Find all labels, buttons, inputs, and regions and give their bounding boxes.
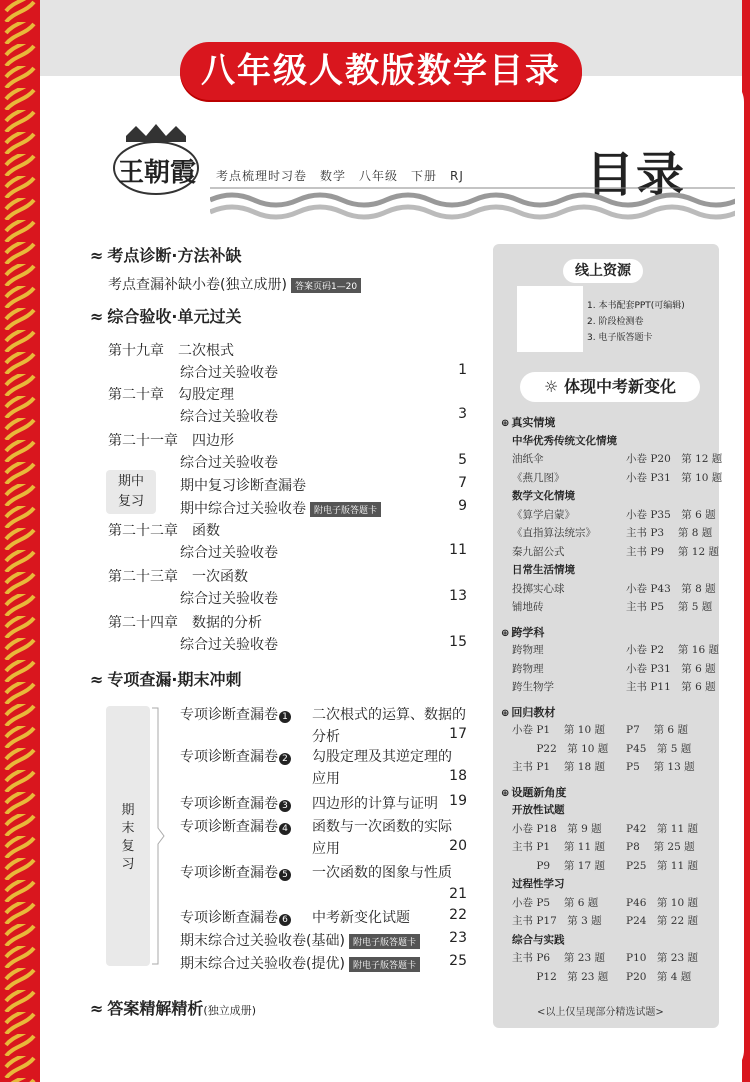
wave-icon: ≈ [90, 246, 104, 265]
answer-card-tag: 附电子版答题卡 [349, 934, 420, 949]
page-number: 21 [449, 886, 467, 902]
final-label-box: 期 末 复 习 [106, 706, 150, 966]
chapter-title: 第二十一章 四边形 [108, 433, 234, 449]
reference-location: P25 第 11 题 [626, 859, 698, 872]
topic-description: 二次根式的运算、数据的 [312, 707, 466, 723]
reference-source: P22 第 10 题 [512, 742, 609, 755]
gold-wave-pattern [0, 0, 40, 1082]
reference-location: P10 第 23 题 [626, 952, 698, 964]
page-number: 23 [449, 930, 467, 946]
reference-source: 《算学启蒙》 [512, 508, 575, 521]
subcategory-heading: 日常生活情境 [512, 564, 575, 576]
reference-location: 主书 P9 第 12 题 [626, 545, 719, 558]
subcategory-heading: 过程性学习 [512, 878, 565, 890]
header-meta: 考点梳理时习卷 数学 八年级 下册 RJ [216, 169, 464, 183]
reference-location: 主书 P11 第 6 题 [626, 681, 716, 693]
online-resources-title: 线上资源 [563, 259, 643, 283]
reference-source: 小卷 P1 第 10 题 [512, 724, 605, 736]
chapter-title: 第二十章 勾股定理 [108, 387, 234, 403]
section-heading-diagnosis: ≈ 考点诊断·方法补缺 [90, 246, 242, 265]
page-number: 1 [458, 362, 467, 378]
page-number: 17 [449, 726, 467, 742]
reference-location: P7 第 6 题 [626, 724, 688, 736]
chapter-title: 第二十四章 数据的分析 [108, 615, 262, 631]
number-badge: 2 [279, 753, 291, 765]
reference-source: 小卷 P18 第 9 题 [512, 822, 602, 835]
wave-icon: ≈ [90, 670, 104, 689]
page-number: 20 [449, 838, 467, 854]
reference-source: 跨物理 [512, 662, 544, 675]
reference-location: 小卷 P43 第 8 题 [626, 582, 716, 595]
exam-changes-banner: ☼ 体现中考新变化 [520, 372, 700, 402]
reference-source: 主书 P1 第 18 题 [512, 761, 605, 773]
toc-entry-special-diagnosis[interactable]: 专项诊断查漏卷 3 [180, 793, 292, 813]
section-heading-answers: ≈ 答案精解精析(独立成册) [90, 999, 257, 1018]
reference-source: 铺地砖 [512, 601, 544, 613]
page-number: 15 [449, 634, 467, 650]
toc-entry-special-diagnosis[interactable]: 专项诊断查漏卷 4 [180, 816, 292, 836]
page-number: 19 [449, 793, 467, 809]
toc-entry-special-diagnosis[interactable]: 专项诊断查漏卷 6 [180, 907, 292, 927]
reference-location: 小卷 P31 第 6 题 [626, 662, 716, 675]
reference-source: 主书 P6 第 23 题 [512, 952, 605, 964]
topic-description: 勾股定理及其逆定理的 [312, 749, 452, 765]
reference-source: 投掷实心球 [512, 582, 565, 595]
reference-location: P46 第 10 题 [626, 896, 698, 909]
chapter-title: 第二十三章 一次函数 [108, 569, 248, 585]
topic-description: 一次函数的图象与性质 [312, 865, 452, 881]
reference-location: 小卷 P31 第 10 题 [626, 471, 723, 484]
reference-source: P12 第 23 题 [512, 970, 609, 983]
toc-entry-unit-test[interactable]: 综合过关验收卷 [180, 365, 278, 381]
topic-description-cont: 分析 [312, 729, 340, 745]
topic-description-cont: 应用 [312, 771, 340, 787]
answer-pages-tag: 答案页码1—20 [291, 278, 361, 293]
reference-source: 小卷 P5 第 6 题 [512, 896, 599, 909]
category-heading: ⊕ 设题新角度 [501, 784, 566, 800]
number-badge: 1 [279, 711, 291, 723]
toc-entry-unit-test[interactable]: 综合过关验收卷 [180, 455, 278, 471]
reference-location: P45 第 5 题 [626, 742, 692, 755]
topic-description: 四边形的计算与证明 [312, 796, 438, 812]
brand-name: 王朝霞 [118, 158, 197, 188]
answer-card-tag: 附电子版答题卡 [349, 957, 420, 972]
topic-description: 中考新变化试题 [312, 910, 410, 926]
lightbulb-icon: ☼ [544, 377, 564, 396]
reference-location: 主书 P3 第 8 题 [626, 527, 713, 539]
reference-location: 小卷 P35 第 6 题 [626, 508, 716, 521]
reference-location: P5 第 13 题 [626, 761, 695, 773]
reference-source: 《燕几图》 [512, 471, 565, 484]
sidebar-footer-note: <以上仅呈现部分精选试题> [537, 1007, 664, 1018]
page-title: 目录 [586, 147, 687, 203]
reference-source: 跨物理 [512, 644, 544, 656]
toc-entry-unit-test[interactable]: 综合过关验收卷 [180, 545, 278, 561]
topic-description-cont: 应用 [312, 841, 340, 857]
midterm-label-box: 期中 复习 [106, 470, 156, 514]
toc-entry-unit-test[interactable]: 综合过关验收卷 [180, 591, 278, 607]
category-heading: ⊕ 跨学科 [501, 624, 544, 640]
page-number: 13 [449, 588, 467, 604]
toc-entry-special-diagnosis[interactable]: 专项诊断查漏卷 1 [180, 704, 292, 724]
page-number: 3 [458, 406, 467, 422]
answer-card-tag: 附电子版答题卡 [310, 502, 381, 517]
toc-entry-midterm-comprehensive[interactable]: 期中综合过关验收卷 附电子版答题卡 [180, 498, 381, 518]
reference-source: 主书 P1 第 11 题 [512, 841, 605, 853]
number-badge: 5 [279, 869, 291, 881]
page-number: 11 [449, 542, 467, 558]
page-number: 18 [449, 768, 467, 784]
reference-source: 油纸伞 [512, 453, 544, 465]
subcategory-heading: 数学文化情境 [512, 490, 575, 502]
toc-entry-final-basic[interactable]: 期末综合过关验收卷(基础) 附电子版答题卡 [180, 930, 420, 950]
reference-location: P8 第 25 题 [626, 841, 695, 853]
category-heading: ⊕ 回归教材 [501, 704, 555, 720]
reference-location: P42 第 11 题 [626, 822, 698, 835]
wave-icon: ≈ [90, 999, 104, 1018]
reference-source: P9 第 17 题 [512, 859, 605, 872]
number-badge: 6 [279, 914, 291, 926]
reference-location: 主书 P5 第 5 题 [626, 601, 713, 613]
reference-location: 小卷 P20 第 12 题 [626, 453, 723, 465]
page-number: 22 [449, 907, 467, 923]
page-number: 25 [449, 953, 467, 969]
toc-entry-unit-test[interactable]: 综合过关验收卷 [180, 409, 278, 425]
reference-location: P24 第 22 题 [626, 915, 698, 927]
online-resources-list: 1. 本书配套PPT(可编辑) 2. 阶段检测卷 3. 电子版答题卡 [587, 301, 685, 343]
chapter-title: 第二十二章 函数 [108, 523, 220, 539]
reference-source: 秦九韶公式 [512, 545, 565, 558]
qr-code-placeholder[interactable] [517, 286, 583, 352]
toc-entry-final-advanced[interactable]: 期末综合过关验收卷(提优) 附电子版答题卡 [180, 953, 420, 973]
reference-source: 跨生物学 [512, 681, 554, 693]
subcategory-heading: 综合与实践 [512, 933, 565, 946]
topic-description: 函数与一次函数的实际 [312, 819, 452, 835]
bracket-icon [150, 706, 170, 966]
toc-entry-special-diagnosis[interactable]: 专项诊断查漏卷 2 [180, 746, 292, 766]
number-badge: 3 [279, 800, 291, 812]
left-decorative-border [0, 0, 40, 1082]
page-number: 9 [458, 498, 467, 514]
section-heading-final: ≈ 专项查漏·期末冲刺 [90, 670, 242, 689]
reference-source: 主书 P17 第 3 题 [512, 915, 602, 927]
section-heading-unit: ≈ 综合验收·单元过关 [90, 307, 242, 326]
chapter-title: 第十九章 二次根式 [108, 343, 234, 359]
toc-entry-midterm-diagnosis[interactable]: 期中复习诊断查漏卷 [180, 478, 306, 494]
reference-location: P20 第 4 题 [626, 970, 692, 983]
header-wave-lines [210, 186, 735, 222]
subcategory-heading: 中华优秀传统文化情境 [512, 434, 617, 447]
page-number: 5 [458, 452, 467, 468]
toc-entry-special-diagnosis[interactable]: 专项诊断查漏卷 5 [180, 862, 292, 882]
reference-source: 《直指算法统宗》 [512, 527, 596, 539]
page-number: 7 [458, 475, 467, 491]
category-heading: ⊕ 真实情境 [501, 414, 555, 430]
wave-icon: ≈ [90, 307, 104, 326]
number-badge: 4 [279, 823, 291, 835]
toc-entry-quiz-booklet[interactable]: 考点查漏补缺小卷(独立成册) 答案页码1—20 [108, 274, 361, 294]
banner-title: 八年级人教版数学目录 [180, 42, 582, 100]
subcategory-heading: 开放性试题 [512, 804, 565, 816]
reference-location: 小卷 P2 第 16 题 [626, 644, 719, 656]
toc-entry-unit-test[interactable]: 综合过关验收卷 [180, 637, 278, 653]
